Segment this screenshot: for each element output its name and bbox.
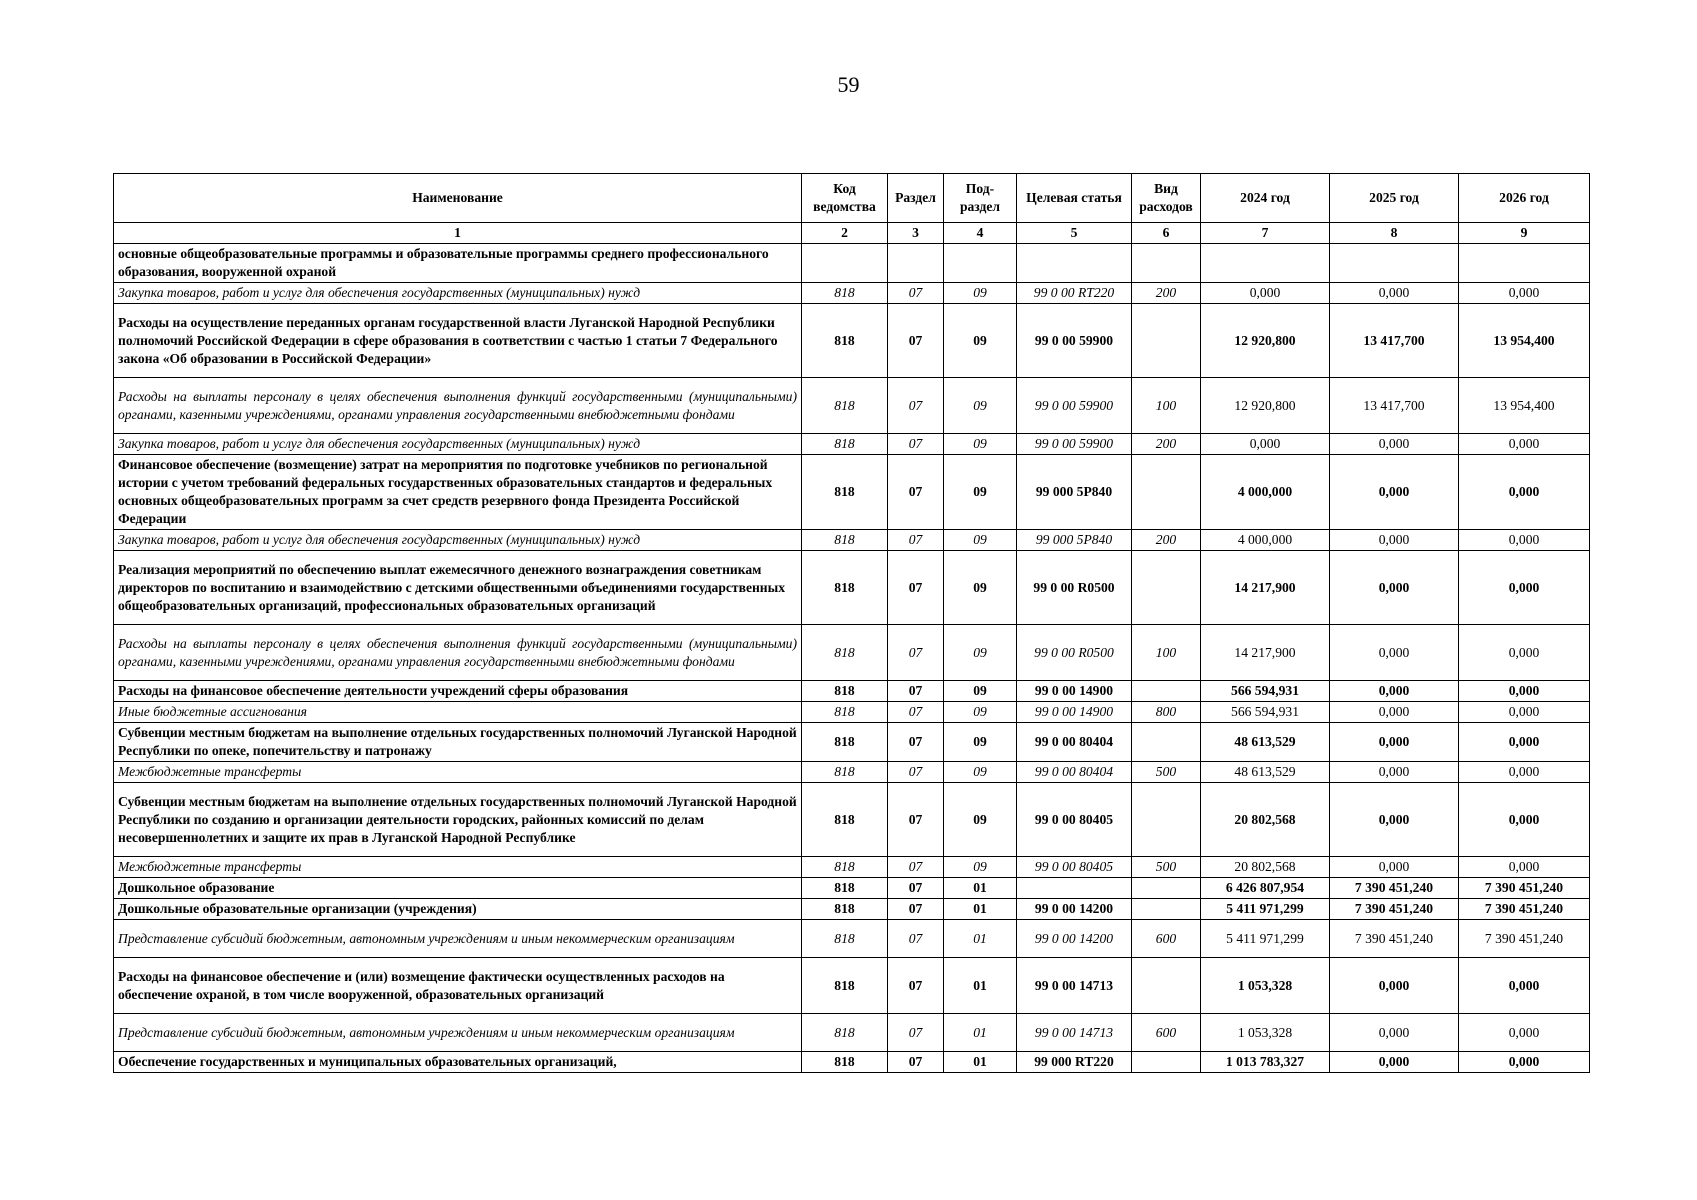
row-razdel: 07 [888,551,944,625]
row-ved: 818 [802,681,888,702]
row-name: Субвенции местным бюджетам на выполнение отдельных государственных полномочий Луганской Народной Республики по созданию и организации деятельности городских, районных комиссий по делам несовершеннолетних и защите их прав в Луганской Народной Республике [114,783,802,857]
row-podrazdel [944,244,1017,283]
row-2026: 0,000 [1459,857,1590,878]
row-2026: 13 954,400 [1459,378,1590,434]
row-2024: 566 594,931 [1201,702,1330,723]
table-row [114,920,1590,958]
row-razdel: 07 [888,958,944,1014]
row-2024: 20 802,568 [1201,857,1330,878]
row-razdel: 07 [888,762,944,783]
row-2024: 5 411 971,299 [1201,899,1330,920]
row-statya: 99 000 5P840 [1017,455,1132,530]
row-2024: 4 000,000 [1201,530,1330,551]
table-row [114,783,1590,857]
row-vid [1132,1052,1201,1073]
row-statya: 99 0 00 80405 [1017,857,1132,878]
row-2025: 0,000 [1330,762,1459,783]
row-2024: 6 426 807,954 [1201,878,1330,899]
table-row [114,455,1590,530]
row-razdel: 07 [888,920,944,958]
row-2024: 0,000 [1201,434,1330,455]
row-ved: 818 [802,1014,888,1052]
row-name: Дошкольные образовательные организации (учреждения) [114,899,802,920]
row-podrazdel: 01 [944,958,1017,1014]
row-ved: 818 [802,283,888,304]
row-podrazdel: 09 [944,783,1017,857]
row-podrazdel: 01 [944,878,1017,899]
row-podrazdel: 09 [944,681,1017,702]
row-2025: 0,000 [1330,958,1459,1014]
row-podrazdel: 09 [944,723,1017,762]
row-vid: 800 [1132,702,1201,723]
header-2025: 2025 год [1330,174,1459,223]
row-vid: 200 [1132,434,1201,455]
table-row [114,434,1590,455]
row-2025: 0,000 [1330,723,1459,762]
row-statya: 99 0 00 14713 [1017,1014,1132,1052]
row-name: Закупка товаров, работ и услуг для обеспечения государственных (муниципальных) нужд [114,530,802,551]
header-2024: 2024 год [1201,174,1330,223]
row-name: Обеспечение государственных и муниципальных образовательных организаций, [114,1052,802,1073]
row-ved: 818 [802,304,888,378]
column-number: 2 [802,223,888,244]
row-vid: 200 [1132,283,1201,304]
row-2025: 7 390 451,240 [1330,899,1459,920]
row-2026: 0,000 [1459,625,1590,681]
row-podrazdel: 01 [944,899,1017,920]
row-podrazdel: 09 [944,551,1017,625]
row-2025: 0,000 [1330,625,1459,681]
row-statya: 99 0 00 14200 [1017,899,1132,920]
row-razdel: 07 [888,455,944,530]
column-number: 5 [1017,223,1132,244]
column-number: 8 [1330,223,1459,244]
row-ved: 818 [802,530,888,551]
row-statya: 99 0 00 R0500 [1017,551,1132,625]
row-statya: 99 0 00 59900 [1017,378,1132,434]
row-statya: 99 0 00 14200 [1017,920,1132,958]
row-2025: 0,000 [1330,283,1459,304]
row-statya: 99 0 00 80404 [1017,723,1132,762]
row-2024: 566 594,931 [1201,681,1330,702]
header-ved: Код ведомства [802,174,888,223]
row-2025: 13 417,700 [1330,304,1459,378]
row-2025: 0,000 [1330,681,1459,702]
row-podrazdel: 09 [944,378,1017,434]
row-razdel: 07 [888,878,944,899]
row-name: Межбюджетные трансферты [114,762,802,783]
row-2025: 0,000 [1330,530,1459,551]
row-2024: 12 920,800 [1201,304,1330,378]
row-statya: 99 000 5P840 [1017,530,1132,551]
row-razdel: 07 [888,378,944,434]
row-name: Межбюджетные трансферты [114,857,802,878]
row-2026: 13 954,400 [1459,304,1590,378]
row-podrazdel: 09 [944,283,1017,304]
row-2025: 7 390 451,240 [1330,920,1459,958]
row-vid [1132,551,1201,625]
header-2026: 2026 год [1459,174,1590,223]
row-name: Расходы на финансовое обеспечение и (или) возмещение фактически осуществленных расходов на обеспечение охраной, в том числе вооруженной, образовательных организаций [114,958,802,1014]
row-ved: 818 [802,1052,888,1073]
column-number: 9 [1459,223,1590,244]
row-podrazdel: 01 [944,1052,1017,1073]
row-vid [1132,681,1201,702]
row-2024: 12 920,800 [1201,378,1330,434]
header-row [114,174,1590,223]
row-2025: 0,000 [1330,551,1459,625]
row-name: основные общеобразовательные программы и образовательные программы среднего профессионального образования, вооруженной охраной [114,244,802,283]
row-ved: 818 [802,723,888,762]
row-podrazdel: 09 [944,625,1017,681]
row-statya: 99 0 00 14713 [1017,958,1132,1014]
row-2024 [1201,244,1330,283]
row-razdel: 07 [888,304,944,378]
row-2024: 14 217,900 [1201,551,1330,625]
table-row [114,551,1590,625]
row-2024: 1 053,328 [1201,958,1330,1014]
row-statya: 99 0 00 14900 [1017,681,1132,702]
row-razdel: 07 [888,530,944,551]
table-row [114,723,1590,762]
row-podrazdel: 09 [944,434,1017,455]
row-vid [1132,958,1201,1014]
row-ved: 818 [802,899,888,920]
row-2024: 0,000 [1201,283,1330,304]
row-razdel: 07 [888,857,944,878]
row-vid: 600 [1132,920,1201,958]
row-ved: 818 [802,878,888,899]
table-row [114,530,1590,551]
row-2026: 0,000 [1459,283,1590,304]
row-2026: 0,000 [1459,1052,1590,1073]
row-2024: 20 802,568 [1201,783,1330,857]
row-name: Финансовое обеспечение (возмещение) затрат на мероприятия по подготовке учебников по региональной истории с учетом требований федеральных государственных образовательных стандартов и федеральных основных общеобразовательных программ за счет средств резервного фонда Президента Российской Федерации [114,455,802,530]
row-name: Реализация мероприятий по обеспечению выплат ежемесячного денежного вознаграждения советникам директоров по воспитанию и взаимодействию с детскими общественными объединениями государственных общеобразовательных организаций, профессиональных образовательных организаций [114,551,802,625]
row-statya: 99 000 RT220 [1017,1052,1132,1073]
row-2026: 7 390 451,240 [1459,899,1590,920]
row-statya: 99 0 00 RT220 [1017,283,1132,304]
row-vid [1132,244,1201,283]
row-razdel: 07 [888,681,944,702]
row-ved [802,244,888,283]
row-2026: 0,000 [1459,1014,1590,1052]
row-2025: 0,000 [1330,783,1459,857]
row-ved: 818 [802,551,888,625]
row-podrazdel: 09 [944,304,1017,378]
row-podrazdel: 01 [944,920,1017,958]
row-vid [1132,878,1201,899]
row-statya [1017,878,1132,899]
row-podrazdel: 09 [944,762,1017,783]
row-ved: 818 [802,920,888,958]
row-razdel: 07 [888,723,944,762]
row-razdel: 07 [888,783,944,857]
row-2026: 0,000 [1459,783,1590,857]
row-ved: 818 [802,783,888,857]
header-statya: Целевая статья [1017,174,1132,223]
table-row [114,762,1590,783]
row-vid: 600 [1132,1014,1201,1052]
row-name: Закупка товаров, работ и услуг для обеспечения государственных (муниципальных) нужд [114,434,802,455]
row-vid: 100 [1132,378,1201,434]
row-razdel: 07 [888,899,944,920]
row-2025: 0,000 [1330,455,1459,530]
header-podrazdel: Под-раздел [944,174,1017,223]
row-vid [1132,783,1201,857]
row-2025: 13 417,700 [1330,378,1459,434]
table-row [114,899,1590,920]
header-vid: Вид расходов [1132,174,1201,223]
row-vid [1132,455,1201,530]
row-vid: 500 [1132,857,1201,878]
row-2024: 14 217,900 [1201,625,1330,681]
row-name: Расходы на выплаты персоналу в целях обеспечения выполнения функций государственными (муниципальными) органами, казенными учреждениями, органами управления государственными внебюджетными фондами [114,625,802,681]
table-row [114,857,1590,878]
row-razdel: 07 [888,1014,944,1052]
row-ved: 818 [802,378,888,434]
column-number: 7 [1201,223,1330,244]
row-statya: 99 0 00 R0500 [1017,625,1132,681]
table-row [114,878,1590,899]
table-row [114,283,1590,304]
row-2026: 0,000 [1459,530,1590,551]
table-row [114,378,1590,434]
row-statya: 99 0 00 59900 [1017,304,1132,378]
row-2024: 5 411 971,299 [1201,920,1330,958]
row-statya: 99 0 00 80405 [1017,783,1132,857]
row-statya [1017,244,1132,283]
table-row [114,1014,1590,1052]
row-2024: 1 013 783,327 [1201,1052,1330,1073]
row-razdel: 07 [888,283,944,304]
row-2026: 0,000 [1459,455,1590,530]
row-ved: 818 [802,857,888,878]
row-name: Расходы на финансовое обеспечение деятельности учреждений сферы образования [114,681,802,702]
row-vid [1132,304,1201,378]
column-number: 6 [1132,223,1201,244]
row-2025 [1330,244,1459,283]
table-row [114,244,1590,283]
row-statya: 99 0 00 80404 [1017,762,1132,783]
column-number: 4 [944,223,1017,244]
row-podrazdel: 09 [944,455,1017,530]
row-2025: 7 390 451,240 [1330,878,1459,899]
row-2025: 0,000 [1330,702,1459,723]
row-2024: 48 613,529 [1201,723,1330,762]
row-name: Иные бюджетные ассигнования [114,702,802,723]
table-body [114,244,1590,1073]
row-ved: 818 [802,455,888,530]
table-row [114,681,1590,702]
row-2025: 0,000 [1330,1052,1459,1073]
row-vid: 200 [1132,530,1201,551]
column-number: 3 [888,223,944,244]
row-ved: 818 [802,625,888,681]
row-name: Представление субсидий бюджетным, автономным учреждениям и иным некоммерческим организациям [114,920,802,958]
row-2025: 0,000 [1330,857,1459,878]
table-row [114,1052,1590,1073]
column-number-row [114,223,1590,244]
row-2026: 0,000 [1459,958,1590,1014]
page-number: 59 [837,72,860,97]
row-name: Закупка товаров, работ и услуг для обеспечения государственных (муниципальных) нужд [114,283,802,304]
row-2024: 4 000,000 [1201,455,1330,530]
row-statya: 99 0 00 14900 [1017,702,1132,723]
row-2026: 0,000 [1459,681,1590,702]
row-vid: 500 [1132,762,1201,783]
row-2026: 0,000 [1459,762,1590,783]
row-ved: 818 [802,958,888,1014]
table-row [114,304,1590,378]
row-podrazdel: 01 [944,1014,1017,1052]
row-2026: 7 390 451,240 [1459,878,1590,899]
row-2026: 0,000 [1459,434,1590,455]
table-header [114,174,1590,244]
row-2026: 0,000 [1459,551,1590,625]
row-name: Расходы на осуществление переданных органам государственной власти Луганской Народной Республики полномочий Российской Федерации в сфере образования в соответствии с частью 1 статьи 7 Федерального закона «Об образовании в Российской Федерации» [114,304,802,378]
column-number: 1 [114,223,802,244]
row-name: Субвенции местным бюджетам на выполнение отдельных государственных полномочий Луганской Народной Республики по опеке, попечительству и патронажу [114,723,802,762]
row-2024: 1 053,328 [1201,1014,1330,1052]
row-2026: 0,000 [1459,702,1590,723]
row-name: Расходы на выплаты персоналу в целях обеспечения выполнения функций государственными (муниципальными) органами, казенными учреждениями, органами управления государственными внебюджетными фондами [114,378,802,434]
row-2025: 0,000 [1330,434,1459,455]
row-podrazdel: 09 [944,857,1017,878]
row-name: Представление субсидий бюджетным, автономным учреждениям и иным некоммерческим организациям [114,1014,802,1052]
row-ved: 818 [802,762,888,783]
row-razdel [888,244,944,283]
header-name: Наименование [114,174,802,223]
budget-table [113,173,1590,1073]
table-row [114,958,1590,1014]
row-ved: 818 [802,434,888,455]
header-razdel: Раздел [888,174,944,223]
row-2026 [1459,244,1590,283]
row-statya: 99 0 00 59900 [1017,434,1132,455]
row-2024: 48 613,529 [1201,762,1330,783]
row-podrazdel: 09 [944,702,1017,723]
row-razdel: 07 [888,625,944,681]
row-vid: 100 [1132,625,1201,681]
row-vid [1132,899,1201,920]
table-row [114,625,1590,681]
table-row [114,702,1590,723]
row-2026: 0,000 [1459,723,1590,762]
row-razdel: 07 [888,434,944,455]
row-razdel: 07 [888,1052,944,1073]
row-vid [1132,723,1201,762]
row-2025: 0,000 [1330,1014,1459,1052]
row-2026: 7 390 451,240 [1459,920,1590,958]
row-name: Дошкольное образование [114,878,802,899]
row-podrazdel: 09 [944,530,1017,551]
row-ved: 818 [802,702,888,723]
row-razdel: 07 [888,702,944,723]
